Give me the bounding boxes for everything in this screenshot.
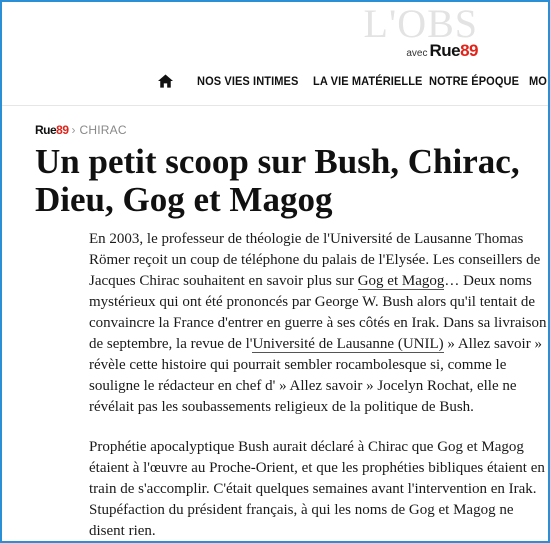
p1-text-3: » Allez savoir » révèle cette histoire qui pourrait sembler rocambolesque si, comme le souligne le rédacteur en chef d' » Allez savoir » Jocelyn Rochat, elle ne révélait pas les soubassements religieux de la politique de Bush. xyxy=(89,336,542,415)
obs-logo-text: L'OBS xyxy=(363,1,478,46)
breadcrumb-logo-part1: Rue xyxy=(35,123,57,137)
main-nav xyxy=(2,66,548,96)
article-title: Un petit scoop sur Bush, Chirac, Dieu, Gog et Magog xyxy=(35,142,520,219)
article-paragraph-1 xyxy=(89,229,547,418)
nav-item-notre-epoque[interactable]: NOTRE ÉPOQUE xyxy=(429,74,520,88)
nav-item-more[interactable]: MO xyxy=(529,74,547,88)
article-paragraph-2: Prophétie apocalyptique Bush aurait déclaré à Chirac que Gog et Magog étaient à l'œuvre au Proche-Orient, et que les prophéties bibliques étaient en train de s'accomplir. C'était quelques semaines avant l'intervention en Irak. Stupéfaction du président français, à qui les noms de Gog et Magog ne disent rien. xyxy=(89,439,545,539)
breadcrumb xyxy=(35,123,127,137)
rue89-logo-part1: Rue xyxy=(429,41,461,60)
nav-item-la-vie-materielle[interactable]: LA VIE MATÉRIELLE xyxy=(313,74,423,88)
logo-avec-text: avec xyxy=(406,48,428,59)
breadcrumb-separator: › xyxy=(71,123,76,137)
home-icon[interactable] xyxy=(158,74,173,88)
site-logo[interactable] xyxy=(363,1,478,63)
article-body xyxy=(89,229,547,543)
rue89-logo xyxy=(429,41,478,60)
breadcrumb-logo-part2: 89 xyxy=(56,123,69,137)
p1-text-2: … Deux noms mystérieux qui ont été prononcés par George W. Bush alors qu'il tentait de convaincre la France d'entrer en guerre à ses côtés en Irak. Dans sa livraison de septembre, la revue de l' xyxy=(89,273,547,352)
breadcrumb-rue89-logo[interactable] xyxy=(35,123,69,137)
rue89-logo-part2: 89 xyxy=(460,41,478,60)
nav-item-nos-vies-intimes[interactable]: NOS VIES INTIMES xyxy=(197,74,299,88)
p1-text-1: En 2003, le professeur de théologie de l'Université de Lausanne Thomas Römer reçoit un coup de téléphone du palais de l'Elysée. Les conseillers de Jacques Chirac souhaitent en savoir plus sur xyxy=(89,231,541,289)
breadcrumb-category-link[interactable]: CHIRAC xyxy=(79,123,127,137)
link-gog-et-magog[interactable]: Gog et Magog xyxy=(357,273,445,289)
link-universite-de-lausanne[interactable]: Université de Lausanne (UNIL) xyxy=(252,336,444,352)
nav-divider xyxy=(2,105,548,106)
